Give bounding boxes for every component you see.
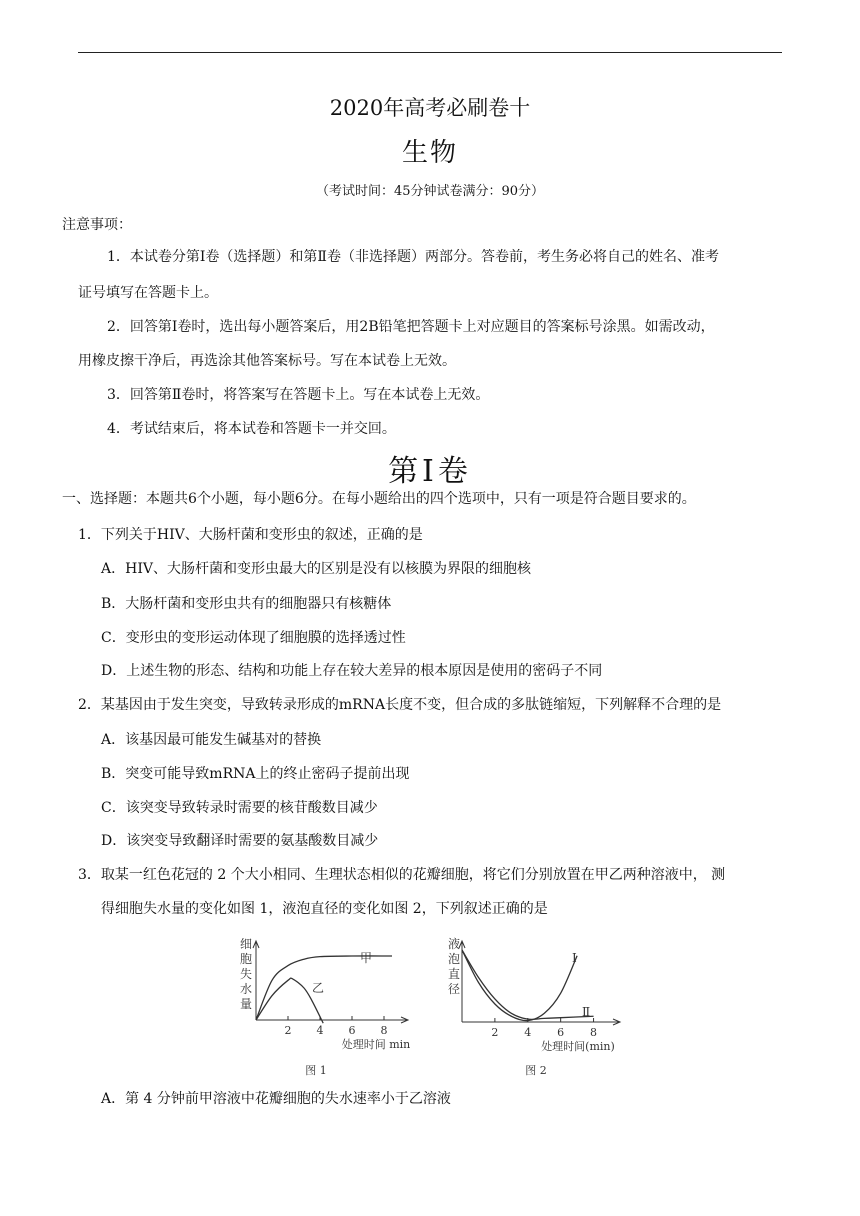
note-item-2-line2: 用橡皮擦干净后，再选涂其他答案标号。写在本试卷上无效。 xyxy=(78,353,456,369)
fig2-x-tick-label: 2 xyxy=(491,1026,499,1039)
fig1-x-tick-label: 6 xyxy=(348,1024,356,1037)
fig1-x-tick-label: 8 xyxy=(380,1024,388,1037)
question-2-option-b: B．突变可能导致mRNA上的终止密码子提前出现 xyxy=(101,766,410,782)
note-item-1-line1: 1．本试卷分第Ⅰ卷（选择题）和第Ⅱ卷（非选择题）两部分。答卷前，考生务必将自己的姓名、准考 xyxy=(107,249,719,265)
top-rule xyxy=(78,52,782,53)
fig1-ylabel-char: 量 xyxy=(240,997,253,1011)
question-1-option-a: A．HIV、大肠杆菌和变形虫最大的区别是没有以核膜为界限的细胞核 xyxy=(101,561,531,577)
notes-heading: 注意事项： xyxy=(62,217,132,233)
fig1-caption: 图 1 xyxy=(305,1064,327,1077)
subject-title: 生物 xyxy=(401,138,458,168)
question-2-option-a: A．该基因最可能发生碱基对的替换 xyxy=(101,732,322,748)
fig1-x-label: 处理时间 min xyxy=(341,1038,411,1051)
question-1-option-b: B．大肠杆菌和变形虫共有的细胞器只有核糖体 xyxy=(101,596,392,612)
section-title: 第Ⅰ卷 xyxy=(388,454,472,489)
fig2-ylabel-char: 径 xyxy=(448,982,461,996)
fig1-x-tick-label: 2 xyxy=(284,1024,292,1037)
question-3-stem-line2: 得细胞失水量的变化如图 1，液泡直径的变化如图 2，下列叙述正确的是 xyxy=(101,901,548,917)
fig1-series-1-label: 乙 xyxy=(312,981,325,995)
question-1-option-d: D．上述生物的形态、结构和功能上存在较大差异的根本原因是使用的密码子不同 xyxy=(101,663,603,679)
fig2-x-tick-label: 8 xyxy=(590,1026,598,1039)
fig2-x-tick-label: 4 xyxy=(524,1026,532,1039)
question-2-option-d: D．该突变导致翻译时需要的氨基酸数目减少 xyxy=(101,833,379,849)
exam-title: 2020年高考必刷卷十 xyxy=(329,96,531,120)
fig2-x-label: 处理时间(min) xyxy=(541,1040,615,1053)
question-3-option-a: A．第 4 分钟前甲溶液中花瓣细胞的失水速率小于乙溶液 xyxy=(101,1091,451,1107)
fig2-series-0-line xyxy=(462,950,577,1021)
note-item-3: 3．回答第Ⅱ卷时，将答案写在答题卡上。写在本试卷上无效。 xyxy=(107,387,490,403)
fig2-ylabel-char: 液 xyxy=(448,937,461,951)
fig2-ylabel-char: 直 xyxy=(448,967,461,981)
fig2-x-tick-label: 6 xyxy=(557,1026,565,1039)
fig1-ylabel-char: 水 xyxy=(240,982,253,996)
fig1-x-tick-label: 4 xyxy=(316,1024,324,1037)
question-1-stem: 1．下列关于HIV、大肠杆菌和变形虫的叙述，正确的是 xyxy=(78,527,423,543)
fig1-series-0-label: 甲 xyxy=(360,951,373,965)
note-item-2-line1: 2．回答第Ⅰ卷时，选出每小题答案后，用2B铅笔把答题卡上对应题目的答案标号涂黑。如需改动， xyxy=(107,319,715,335)
fig1-ylabel-char: 失 xyxy=(240,967,253,981)
question-1-option-c: C．变形虫的变形运动体现了细胞膜的选择透过性 xyxy=(101,630,406,646)
question-3-stem-line1: 3．取某一红色花冠的 2 个大小相同、生理状态相似的花瓣细胞，将它们分别放置在甲乙两种溶液中， 测 xyxy=(78,867,726,883)
exam-info: （考试时间：45分钟试卷满分：90分） xyxy=(315,184,545,199)
figure-1-chart xyxy=(236,934,418,1080)
section-instructions: 一、选择题：本题共6个小题，每小题6分。在每小题给出的四个选项中，只有一项是符合题目要求的。 xyxy=(62,491,696,507)
fig2-ylabel-char: 泡 xyxy=(448,952,461,966)
note-item-1-line2: 证号填写在答题卡上。 xyxy=(78,285,218,301)
figure-2-chart xyxy=(444,934,630,1080)
fig2-series-0-label: Ⅰ xyxy=(572,951,577,965)
fig2-caption: 图 2 xyxy=(525,1064,547,1077)
question-2-option-c: C．该突变导致转录时需要的核苷酸数目减少 xyxy=(101,800,378,816)
fig1-ylabel-char: 胞 xyxy=(240,952,253,966)
fig1-ylabel-char: 细 xyxy=(240,937,253,951)
note-item-4: 4．考试结束后，将本试卷和答题卡一并交回。 xyxy=(107,421,396,437)
fig2-series-1-label: Ⅱ xyxy=(582,1005,591,1019)
question-2-stem: 2．某基因由于发生突变，导致转录形成的mRNA长度不变，但合成的多肽链缩短，下列解释不合理的是 xyxy=(78,697,722,713)
